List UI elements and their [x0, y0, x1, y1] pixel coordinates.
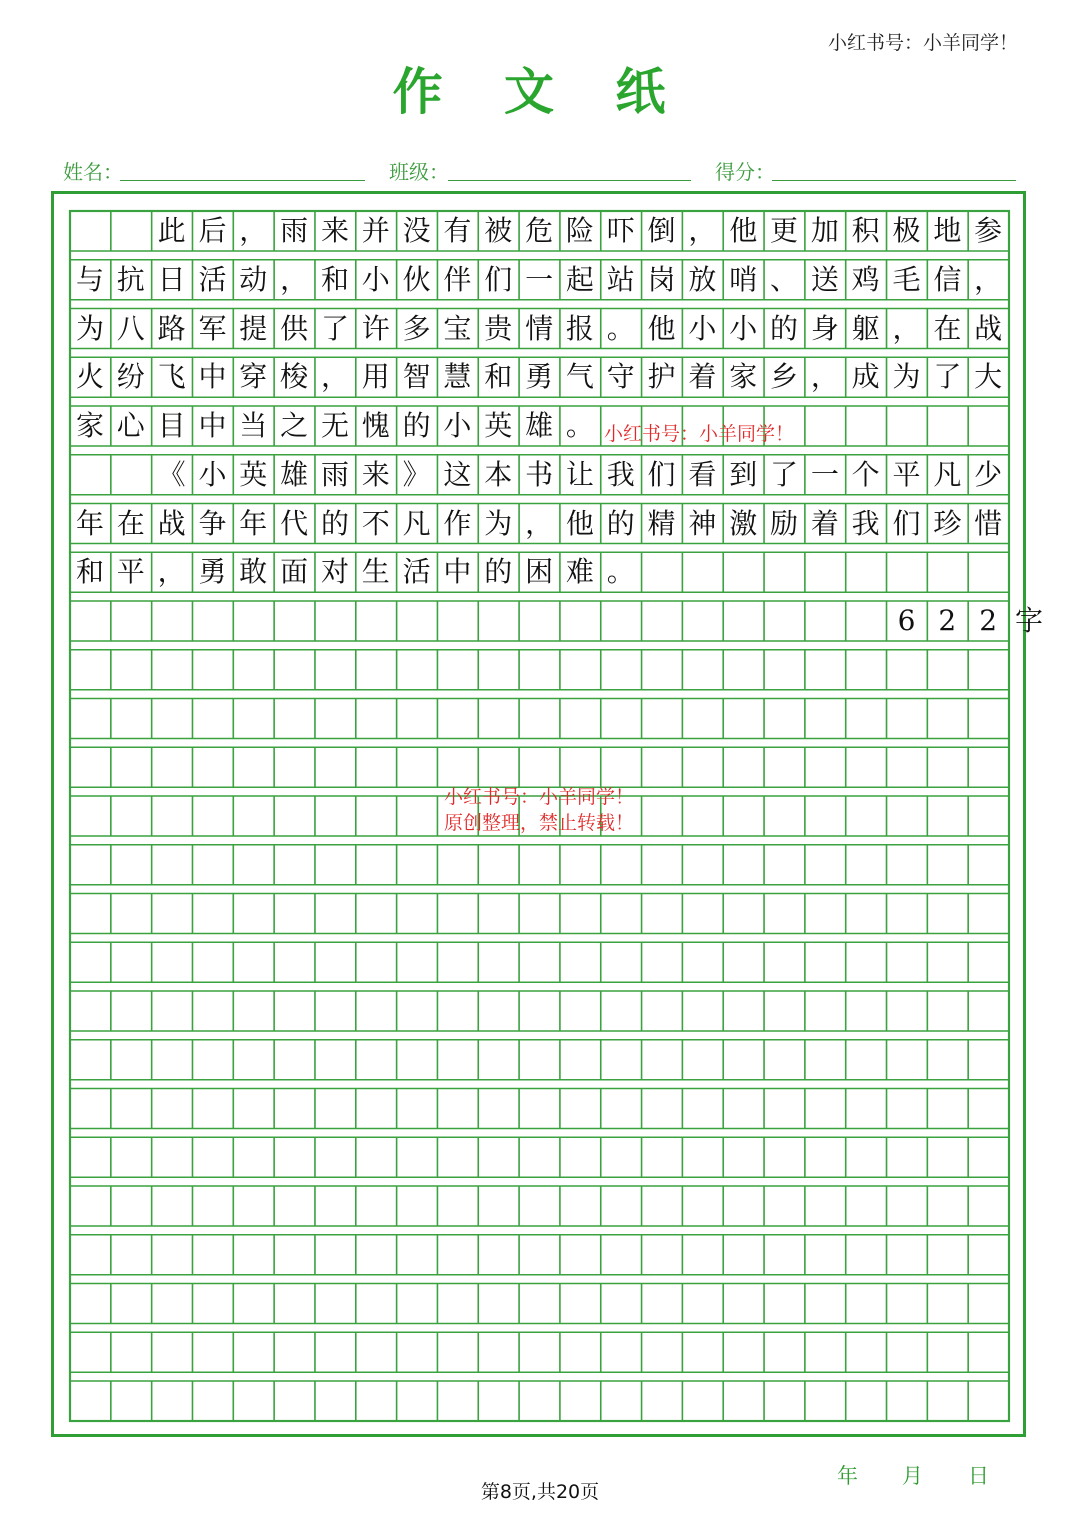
essay-char: 我	[606, 457, 635, 491]
essay-char: 起	[565, 262, 594, 296]
essay-char: 凡	[933, 457, 962, 491]
essay-char: ，	[157, 555, 186, 589]
essay-char: 这	[443, 457, 472, 491]
essay-char: 让	[565, 457, 594, 491]
essay-char: 多	[402, 311, 431, 345]
essay-char: 看	[688, 457, 717, 491]
essay-char: 目	[157, 409, 186, 442]
essay-char: ，	[810, 360, 839, 394]
essay-char: 他	[647, 311, 676, 345]
date-month-label: 月	[902, 1464, 923, 1488]
essay-char: 们	[484, 262, 513, 296]
essay-char: 有	[443, 214, 472, 247]
essay-char: 作	[443, 506, 472, 540]
essay-char: 2	[938, 604, 957, 637]
essay-char: 之	[280, 409, 309, 442]
essay-char: 报	[565, 311, 594, 345]
essay-char: 生	[361, 555, 390, 589]
essay-char: 雨	[320, 457, 349, 491]
essay-char: 供	[280, 311, 309, 345]
essay-char: 后	[198, 214, 227, 247]
essay-char: 着	[688, 360, 717, 394]
essay-char: 慧	[443, 360, 472, 394]
essay-char: 雨	[280, 214, 309, 247]
essay-char: 岗	[647, 262, 676, 296]
essay-char: 情	[525, 311, 554, 345]
essay-char: 许	[361, 311, 390, 345]
essay-char: 伴	[443, 262, 472, 296]
essay-char: 敢	[239, 555, 268, 589]
essay-char: 为	[892, 360, 921, 394]
essay-char: 了	[770, 457, 799, 491]
essay-char: 一	[525, 262, 554, 296]
essay-char: 年	[239, 506, 268, 540]
essay-char: 战	[974, 311, 1003, 345]
essay-char: 没	[402, 214, 431, 247]
essay-char: 路	[157, 311, 186, 345]
essay-char: 智	[402, 360, 431, 394]
essay-char: 大	[974, 360, 1003, 394]
essay-char: 勇	[525, 360, 554, 394]
essay-char: 信	[933, 262, 962, 296]
essay-char: 中	[443, 555, 472, 589]
essay-char: ，	[320, 360, 349, 394]
essay-char: 2	[979, 604, 998, 637]
essay-char: 神	[688, 506, 717, 540]
essay-char: 中	[198, 409, 227, 442]
essay-char: 到	[729, 457, 758, 491]
essay-char: 的	[606, 506, 635, 540]
essay-char: 本	[484, 457, 513, 491]
essay-char: ，	[892, 311, 921, 345]
essay-char: 纷	[116, 360, 145, 394]
essay-char: 的	[484, 555, 513, 589]
essay-char: 励	[770, 506, 799, 540]
essay-char: 更	[770, 214, 799, 247]
essay-char: 送	[810, 262, 839, 296]
essay-char: 精	[647, 506, 676, 540]
essay-char: 在	[933, 311, 962, 345]
essay-char: 守	[606, 360, 635, 394]
essay-char: 活	[402, 555, 431, 589]
essay-char: 少	[974, 457, 1003, 491]
essay-char: 的	[770, 311, 799, 345]
essay-char: 危	[525, 214, 554, 247]
essay-char: 并	[361, 214, 390, 247]
date-year-label: 年	[837, 1464, 858, 1488]
essay-char: 小	[198, 457, 227, 491]
essay-char: 凡	[402, 506, 431, 540]
essay-char: 他	[565, 506, 594, 540]
essay-char: 。	[565, 409, 594, 442]
essay-char: 宝	[443, 311, 472, 345]
essay-char: 着	[810, 506, 839, 540]
essay-char: 来	[320, 214, 349, 247]
essay-char: 珍	[933, 506, 962, 540]
essay-char: 难	[565, 555, 594, 589]
essay-char: 的	[402, 409, 431, 442]
essay-char: 雄	[280, 457, 309, 491]
essay-char: 。	[606, 311, 635, 345]
essay-char: 伙	[402, 262, 431, 296]
essay-char: 地	[933, 214, 962, 247]
essay-char: 八	[116, 311, 145, 345]
essay-char: 心	[116, 409, 145, 442]
essay-char: 躯	[851, 311, 880, 345]
essay-char: 了	[933, 360, 962, 394]
essay-char: 了	[320, 311, 349, 345]
essay-char: 与	[75, 262, 104, 296]
page-number: 第8页,共20页	[480, 1481, 600, 1503]
essay-char: 加	[810, 214, 839, 247]
essay-char: 的	[320, 506, 349, 540]
essay-char: ，	[525, 506, 554, 540]
essay-char: 当	[239, 409, 268, 442]
essay-char: 勇	[198, 555, 227, 589]
essay-char: 飞	[157, 360, 186, 394]
class-label: 班级：	[389, 160, 449, 184]
essay-char: 雄	[525, 409, 554, 442]
essay-char: 、	[770, 262, 799, 296]
essay-char: 他	[729, 214, 758, 247]
essay-char: 贵	[484, 311, 513, 345]
essay-char: 毛	[892, 262, 921, 296]
essay-char: 们	[892, 506, 921, 540]
essay-char: 极	[892, 214, 921, 247]
essay-char: 哨	[729, 262, 758, 296]
essay-char: 险	[565, 214, 594, 247]
essay-char: 对	[320, 555, 349, 589]
essay-char: 小	[729, 311, 758, 345]
essay-char: 火	[75, 360, 104, 394]
essay-char: ，	[239, 214, 268, 247]
essay-char: 字	[1014, 604, 1043, 637]
essay-char: 英	[239, 457, 268, 491]
essay-char: 和	[75, 555, 104, 589]
essay-char: 身	[810, 311, 839, 345]
essay-char: 个	[851, 457, 880, 491]
essay-char: 我	[851, 506, 880, 540]
essay-char: ，	[974, 262, 1003, 296]
essay-char: 代	[280, 506, 309, 540]
essay-char: 激	[729, 506, 758, 540]
watermark-top: 小红书号：小羊同学！	[827, 32, 1018, 54]
essay-char: 站	[606, 262, 635, 296]
essay-char: 穿	[239, 360, 268, 394]
essay-char: 被	[484, 214, 513, 247]
essay-char: 战	[157, 506, 186, 540]
essay-char: 放	[688, 262, 717, 296]
essay-char: 无	[320, 409, 349, 442]
center-watermark-line2: 原创整理，禁止转载！	[444, 812, 635, 834]
essay-char: 用	[361, 360, 390, 394]
essay-char: 平	[892, 457, 921, 491]
essay-char: 成	[851, 360, 880, 394]
essay-char: 和	[320, 262, 349, 296]
essay-char: ，	[280, 262, 309, 296]
essay-char: 为	[75, 311, 104, 345]
essay-char: 6	[897, 604, 916, 637]
essay-char: 在	[116, 506, 145, 540]
essay-char: 日	[157, 262, 186, 296]
essay-char: 护	[647, 360, 676, 394]
essay-char: 此	[157, 214, 186, 247]
essay-char: 一	[810, 457, 839, 491]
essay-char: 小	[688, 311, 717, 345]
essay-char: 小	[361, 262, 390, 296]
essay-char: 家	[729, 360, 758, 394]
essay-char: 书	[525, 457, 554, 491]
essay-char: 。	[606, 555, 635, 589]
essay-char: ，	[688, 214, 717, 247]
essay-char: 为	[484, 506, 513, 540]
name-label: 姓名：	[63, 160, 123, 184]
essay-char: 年	[75, 506, 104, 540]
essay-char: 小	[443, 409, 472, 442]
essay-char: 气	[565, 360, 594, 394]
essay-char: 困	[525, 555, 554, 589]
essay-char: 参	[974, 214, 1003, 247]
essay-char: 动	[239, 262, 268, 296]
essay-char: 愧	[361, 409, 390, 442]
essay-char: 面	[280, 555, 309, 589]
center-watermark-line1: 小红书号：小羊同学！	[444, 786, 635, 808]
essay-char: 倒	[647, 214, 676, 247]
essay-char: 英	[484, 409, 513, 442]
essay-char: 乡	[770, 360, 799, 394]
essay-char: 军	[198, 311, 227, 345]
essay-char: 梭	[280, 360, 309, 394]
essay-char: 中	[198, 360, 227, 394]
score-label: 得分：	[715, 160, 775, 184]
essay-char: 》	[402, 457, 431, 491]
date-day-label: 日	[968, 1464, 989, 1488]
essay-char: 不	[361, 506, 390, 540]
essay-char: 平	[116, 555, 145, 589]
essay-char: 们	[647, 457, 676, 491]
essay-char: 积	[851, 214, 880, 247]
inline-watermark: 小红书号：小羊同学！	[604, 423, 795, 445]
essay-char: 家	[75, 409, 104, 442]
essay-char: 争	[198, 506, 227, 540]
essay-char: 来	[361, 457, 390, 491]
essay-char: 活	[198, 262, 227, 296]
essay-char: 鸡	[851, 262, 880, 296]
essay-char: 吓	[606, 214, 635, 247]
page-title: 作 文 纸	[392, 63, 688, 121]
essay-char: 和	[484, 360, 513, 394]
essay-char: 《	[157, 457, 186, 491]
essay-char: 惜	[974, 506, 1003, 540]
essay-char: 抗	[116, 262, 145, 296]
essay-char: 提	[239, 311, 268, 345]
